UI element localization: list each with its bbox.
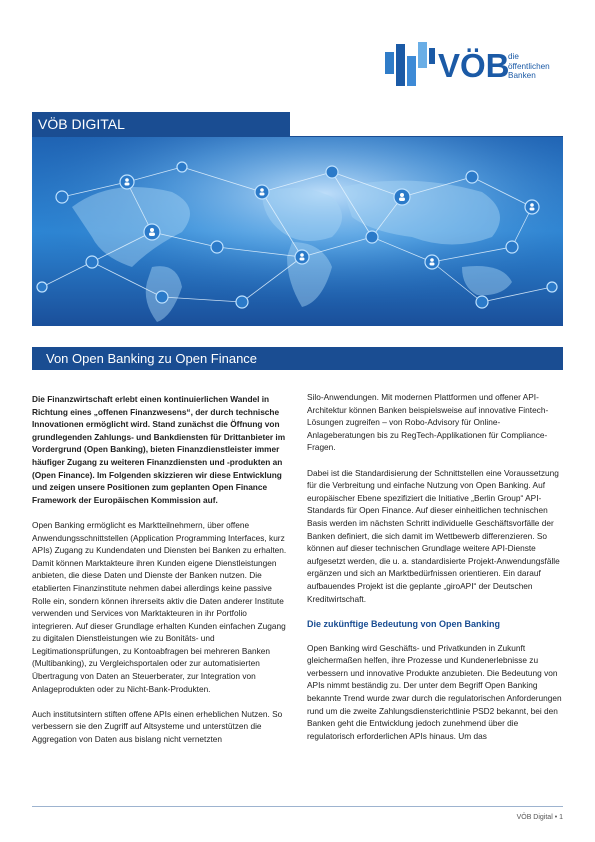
paragraph: Open Banking ermöglicht es Marktteilnehmern, über offene Anwendungsschnittstellen (Application Programming Interfaces, kurz APIs) Zugang zu Kundendaten und Diensten bei Banken zu erhalten. Damit können Marktakteure ihren Kunden eigene Dienstleistungen anbieten, die diese Daten und Dienste der Banken nutzen. Die etablierten Finanzinstitute nehmen dabei allerdings keine passive Rolle ein, sondern können ihrerseits aktiv die Daten anderer Institute verwenden und Services von Marktakteuren in ihr Portfolio integrieren. Auf dieser Grundlage erhalten Kunden einfachen Zugang zu digitalen Dienstleistungen wie zu Bonitäts- und Legitimationsprüfungen, zu Kontoabfragen bei mehreren Banken (Multibanking), zu Vergleichsportalen oder zur automatisierten Übertragung von Daten an Steuerberater, zur Integration von Anlageprodukten oder zu Nicht-Bank-Produkten. [32,519,287,694]
paragraph: Silo-Anwendungen. Mit modernen Plattformen und offener API-Architektur können Banken beispielsweise auf innovative Fintech-Lösungen zugreifen – von Robo-Advisory für Online-Anlageberatungen bis zu RegTech-Applikationen für Compliance-Fragen. [307,392,549,453]
paragraph: Auch institutsintern stiften offene APIs einen erheblichen Nutzen. So verbessern sie den Zugriff auf Altsysteme und unterstützen die Aggregation von Daten aus bislang nicht vernetzten [32,708,283,745]
voeb-logo [385,42,565,92]
footer-rule [32,806,563,807]
logo-tagline: die öffentlichen Banken [508,52,550,81]
logo-wordmark: VÖB [438,47,510,84]
left-column [32,393,290,758]
section-title: Von Open Banking zu Open Finance [46,351,258,366]
right-column [307,391,565,755]
paragraph: Dabei ist die Standardisierung der Schnittstellen eine Voraussetzung für die Verbreitung und einfache Nutzung von Open Banking. Auf europäischer Ebene spezifiziert die Initiative „Berlin Group“ API-Standards für Open Finance. Auf dieser einheitlichen technischen Basis werden im nächsten Schritt individuelle Geschäftsvorfälle der Banken definiert, die sich damit im Wettbewerb differenzieren. So können auf dieser technischen Grundlage weitere API-Dienste aufgesetzt werden, die u. a. standardisierte Projekt-Anwendungsfälle ergänzen und sich an Marktbedürfnissen orientieren. Ein darauf aufbauendes Projekt ist die geplante „giroAPI“ der Deutschen Kreditwirtschaft. [307,467,560,604]
page-footer: VÖB Digital • 1 [516,814,563,821]
paragraph: Open Banking wird Geschäfts- und Privatkunden in Zukunft gleichermaßen helfen, ihre Prozesse und Kundenerlebnisse zu verbessern und innovative Produkte anzubieten. Die Bedeutung von APIs nimmt beständig zu. Der unter dem Begriff Open Banking bekannte Trend wurde zwar durch die regulatorischen Anforderungen rund um die zweite Zahlungsdiensterichtlinie PSD2 bekannt, bei den Banken geht die Entwicklung jedoch zunehmend über die regulatorisch erforderlichen APIs hinaus. Um das [307,642,562,741]
hero-network-image [32,137,563,326]
lead-paragraph: Die Finanzwirtschaft erlebt einen kontinuierlichen Wandel in Richtung eines „offenen Finanzwesens“, der durch technische Innovationen ermöglicht wird. Stand zunächst die Öffnung von grundlegenden Zahlungs- und Bankdiensten für Drittanbieter im Vordergrund (Open Banking), bieten Finanzdienstleister immer häufiger Zugang zu weiteren Finanzdiensten und -produkten an (Open Finance). Im Folgenden skizzieren wir diese Entwicklung und zeigen unsere Positionen zum geplanten Open Finance Framework der Europäischen Kommission auf. [32,394,286,505]
subheading: Die zukünftige Bedeutung von Open Banking [307,618,501,629]
header-band-title: VÖB DIGITAL [38,116,125,132]
logo-bars-icon [385,42,437,88]
